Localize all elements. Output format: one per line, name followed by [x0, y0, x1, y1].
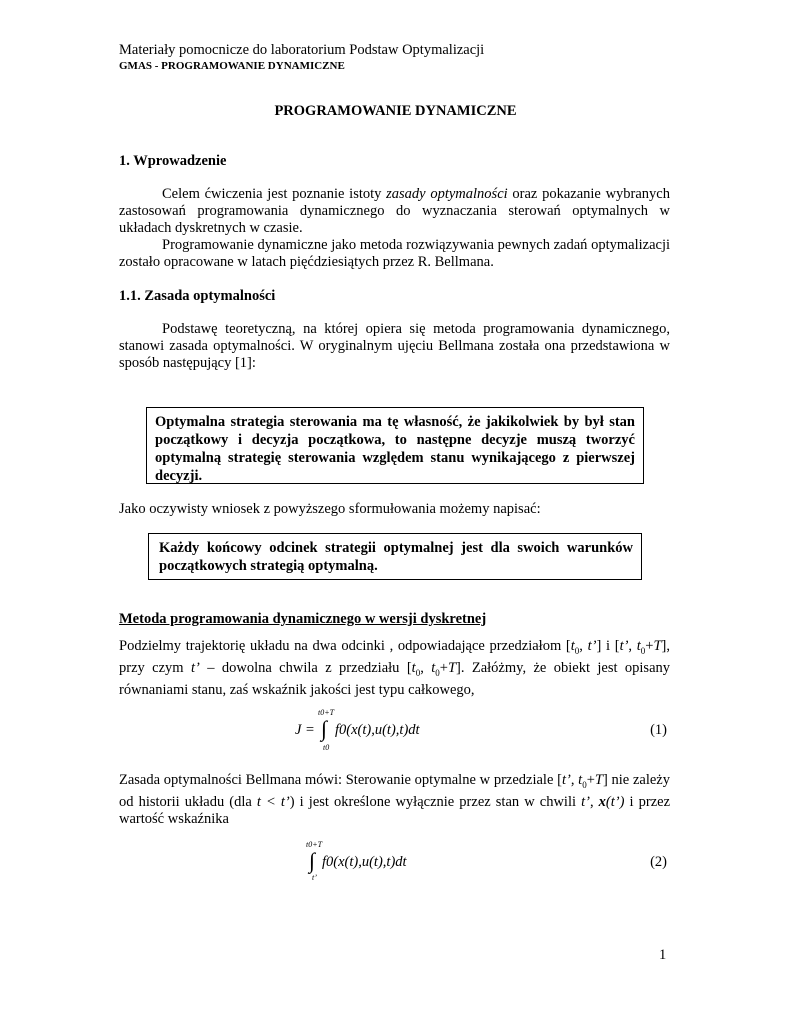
- corollary-intro-text: Jako oczywisty wniosek z powyższego sformułowania możemy napisać:: [119, 501, 541, 517]
- document-title: PROGRAMOWANIE DYNAMICZNE: [274, 103, 517, 119]
- section-heading-optimality-principle: 1.1. Zasada optymalności: [119, 288, 276, 304]
- integral-sign-2: ∫: [309, 848, 316, 873]
- intro-paragraph-2: Programowanie dynamiczne jako metoda rozwiązywania pewnych zadań optymalizacji zostało opracowane w latach pięćdziesiątych przez R. Bellmana.: [119, 237, 670, 270]
- eq2-integrand: f0(x(t),u(t),t)dt: [322, 854, 407, 870]
- optimality-paragraph: Podstawę teoretyczną, na której opiera się metoda programowania dynamicznego, stanowi zasada optymalności. W oryginalnym ujęciu Bellmana została ona przedstawiona w sposób następujący [1]:: [119, 321, 670, 371]
- section-heading-introduction: 1. Wprowadzenie: [119, 153, 227, 169]
- corollary-box: Każdy końcowy odcinek strategii optymalnej jest dla swoich warunków początkowych strategią optymalną.: [148, 533, 642, 580]
- eq2-upper-limit: t0+T: [306, 840, 323, 849]
- bellman-principle-box: Optymalna strategia sterowania ma tę własność, że jakikolwiek by był stan początkowy i decyzja początkowa, to następne decyzje muszą tworzyć optymalną strategię sterowania względem stanu wynikającego z pierwszej decyzji.: [146, 407, 644, 484]
- method-paragraph-2: Zasada optymalności Bellmana mówi: Sterowanie optymalne w przedziale [t’, $t_0+T$] nie zależy od historii układu (dla t < t’) i jest określone wyłącznie przez stan w chwili t’, x(t’) i przez wartość wskaźnika: [119, 772, 671, 827]
- page-number: 1: [659, 947, 667, 963]
- equation-2-number: (2): [650, 854, 667, 870]
- running-header-title: Materiały pomocnicze do laboratorium Podstaw Optymalizacji: [119, 42, 485, 58]
- intro-paragraph-1: Celem ćwiczenia jest poznanie istoty zasady optymalności oraz pokazanie wybranych zastosowań programowania dynamicznego do wyznaczania sterowań optymalnych w układach dyskretnych w czasie.: [119, 186, 670, 236]
- eq2-lower-limit: t’: [312, 873, 317, 882]
- intro-paragraphs: [119, 186, 670, 271]
- eq1-lhs: J =: [295, 722, 315, 738]
- eq1-lower-limit: t0: [323, 743, 330, 752]
- equation-2: [306, 838, 506, 888]
- eq1-upper-limit: t0+T: [318, 708, 335, 717]
- integral-sign: ∫: [321, 716, 328, 741]
- method-paragraph-1: Podzielmy trajektorię układu na dwa odcinki , odpowiadające przedziałom [$t_0$, t’] i [t’, $t_0+T$], przy czym t’ – dowolna chwila z przedziału [$t_0$, $t_0+T$]. Załóżmy, że obiekt jest opisany równaniami stanu, zaś wskaźnik jakości jest typu całkowego,: [119, 638, 671, 698]
- equation-1-number: (1): [650, 722, 667, 738]
- running-header-subtitle: GMAS - PROGRAMOWANIE DYNAMICZNE: [119, 60, 345, 72]
- section-heading-discrete-method: Metoda programowania dynamicznego w wersji dyskretnej: [119, 611, 487, 627]
- eq1-integrand: f0(x(t),u(t),t)dt: [335, 722, 420, 738]
- equation-1: [295, 706, 495, 756]
